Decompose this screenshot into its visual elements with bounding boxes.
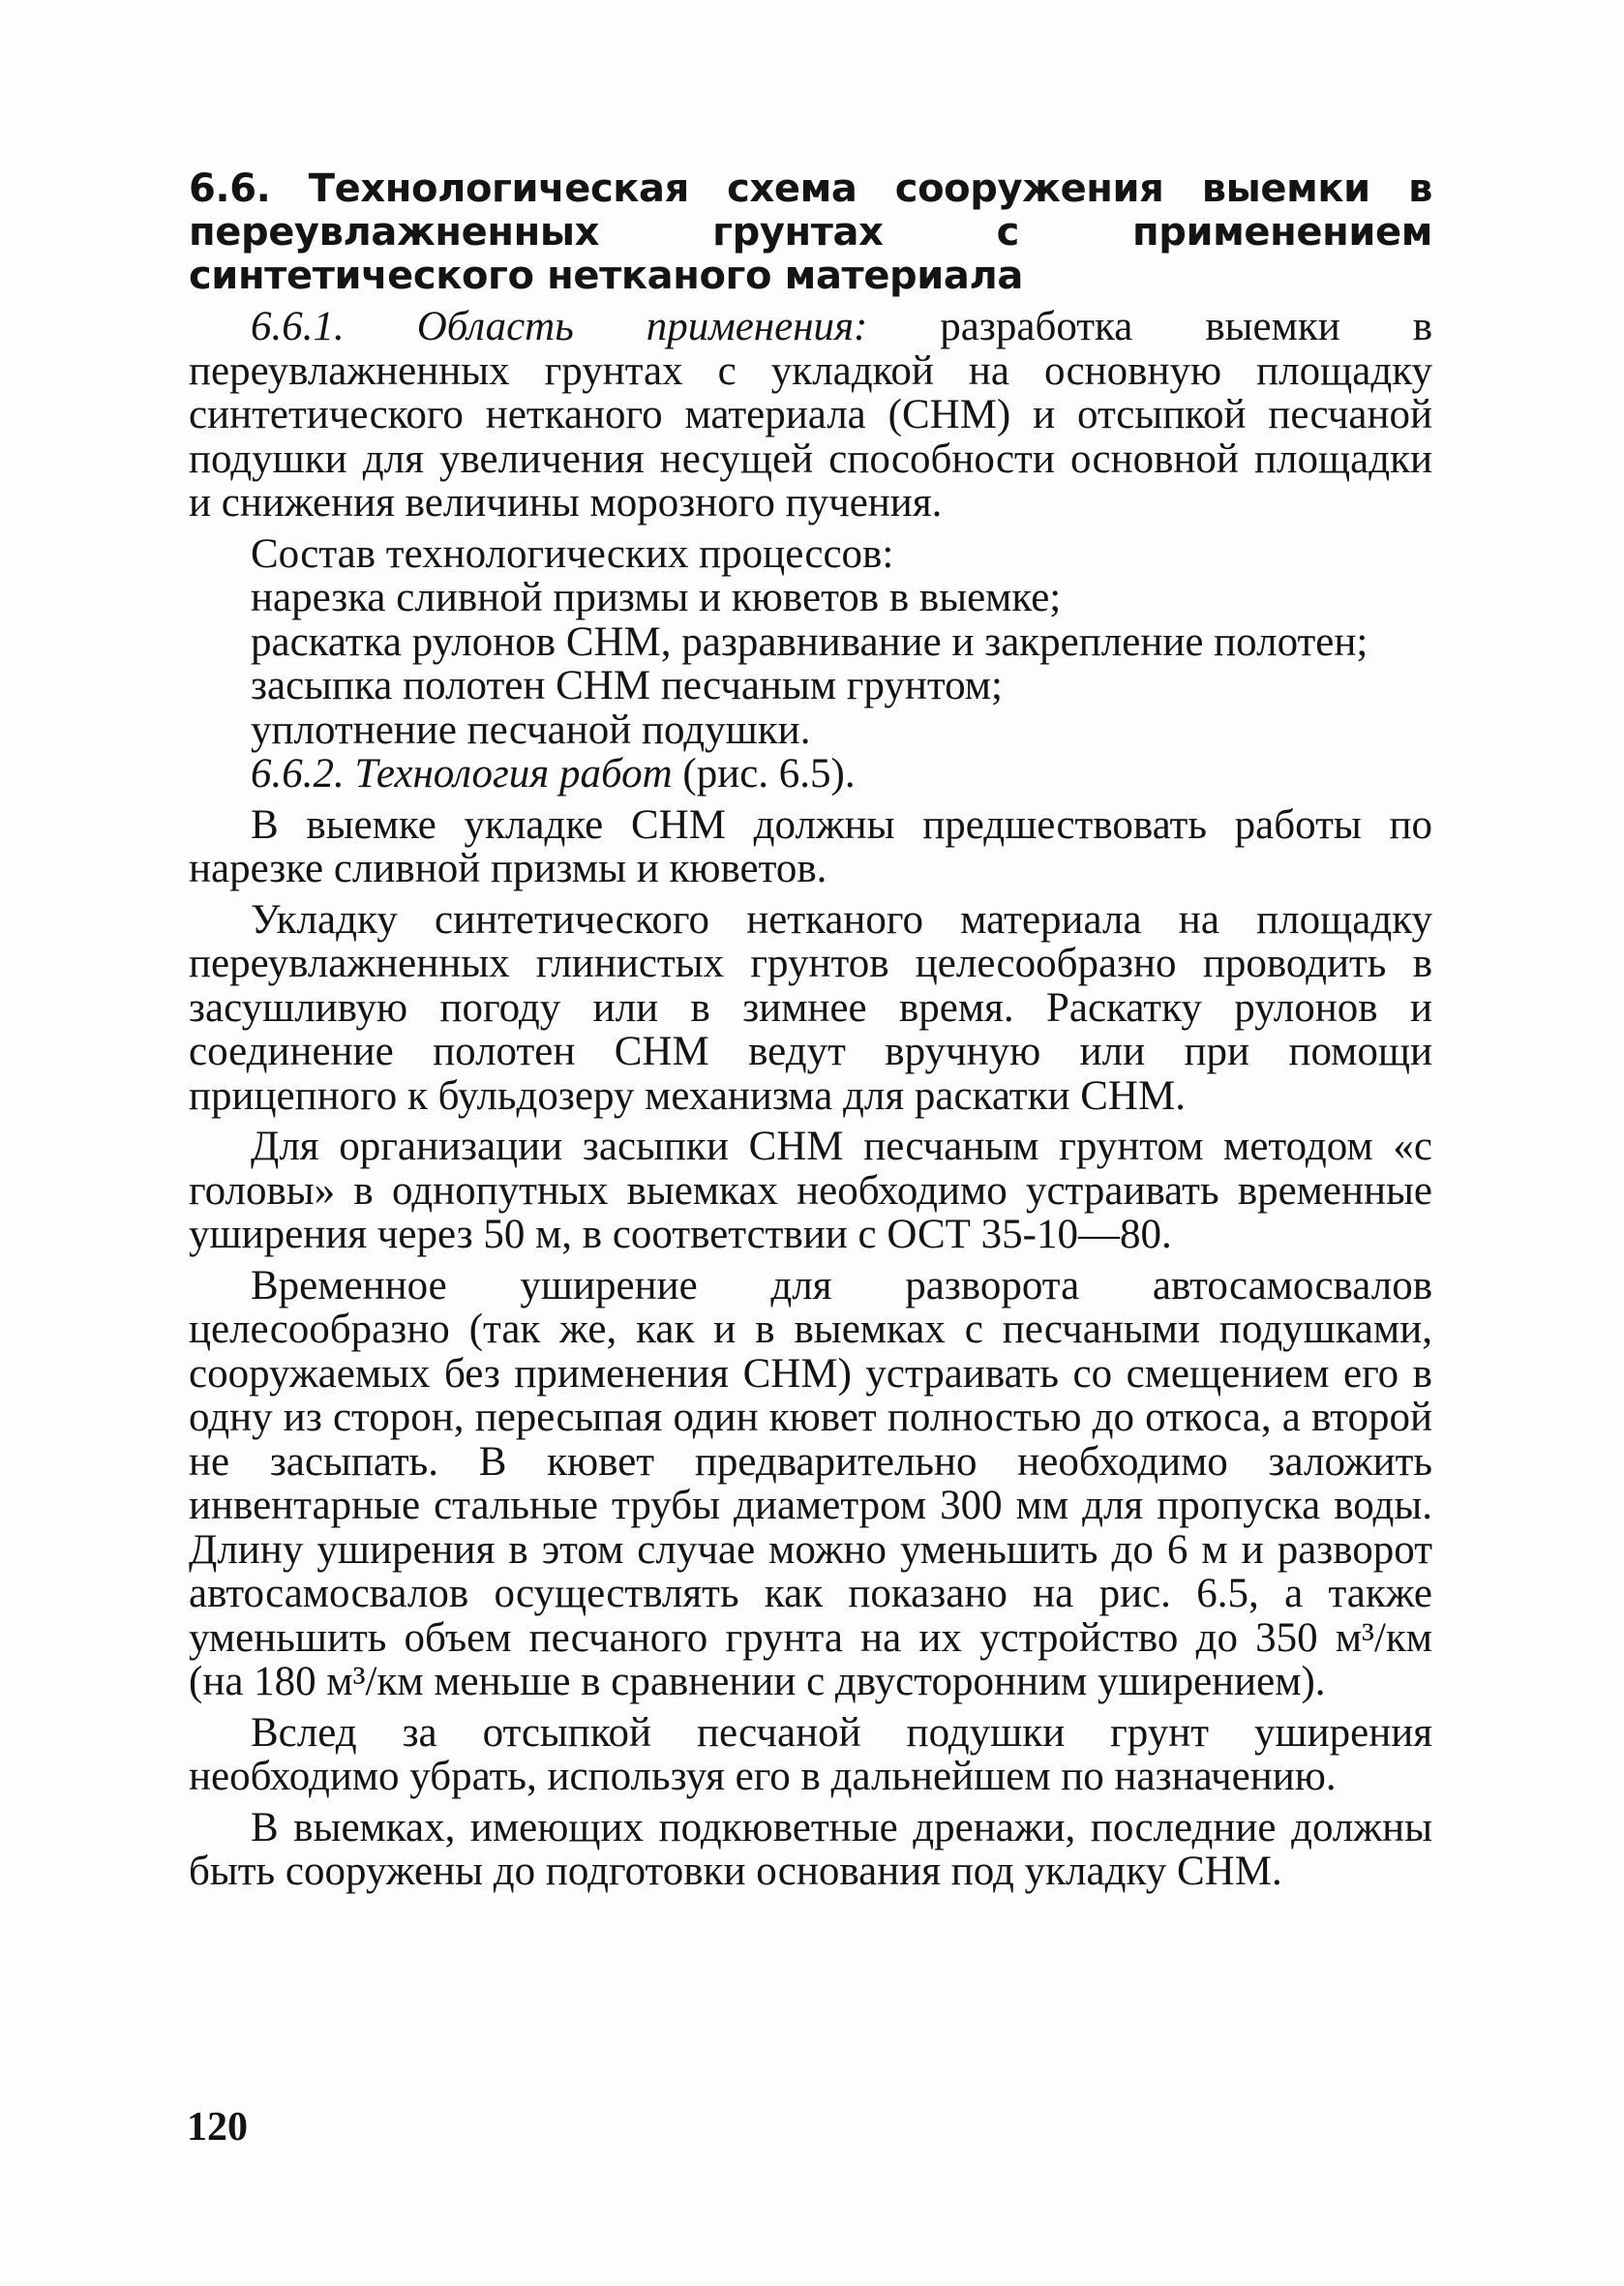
paragraph-drainage: В выемках, имеющих подкюветные дренажи, последние должны быть сооружены до подготовки основания под укладку СНМ. [189,1804,1432,1894]
process-item-compaction: уплотнение песчаной подушки. [251,707,811,753]
page-number: 120 [187,2105,248,2150]
paragraph-widening-removal: Вслед за отсыпкой песчаной подушки грунт уширения необходимо убрать, используя его в дальнейшем по назначению. [189,1709,1432,1799]
technology-text: (рис. 6.5). [672,751,856,797]
process-item-cutting: нарезка сливной призмы и кюветов в выемке; [251,575,1062,620]
paragraph-temporary-widening: Временное уширение для разворота автосамосвалов целесообразно (так же, как и в выемках с песчаными подушками, сооружаемых без применения СНМ) устраивать со смещением его в одну из сторон, пересыпая один кювет полностью до откоса, а второй не засыпать. В кювет предварительно необходимо заложить инвентарные стальные трубы диаметром 300 мм для пропуска воды. Длину уширения в этом случае можно уменьшить до 6 м и разворот автосамосвалов осуществлять как показано на рис. 6.5, а также уменьшить объем песчаного грунта на их устройство до 350 м³/км (на 180 м³/км меньше в сравнении с двусторонним уширением). [189,1262,1432,1704]
paragraph-scope [189,305,1432,526]
paragraph-technology [189,752,1432,797]
section-heading: 6.6. Технологическая схема сооружения выемки в переувлажненных грунтах с применением синтетического нетканого материала [189,166,1432,298]
process-item-rolling: раскатка рулонов СНМ, разравнивание и закрепление полотен; [251,618,1368,665]
paragraph-process-list-title: Состав технологических процессов: [251,530,894,577]
scope-label: 6.6.1. Область применения: [251,304,868,349]
paragraph-laying: Укладку синтетического нетканого материала на площадку переувлажненных глинистых грунтов целесообразно проводить в засушливую погоду или в зимнее время. Раскатку рулонов и соединение полотен СНМ ведут вручную или при помощи прицепного к бульдозеру механизма для раскатки СНМ. [189,896,1432,1119]
paragraph-preceding-works: В выемке укладке СНМ должны предшествовать работы по нарезке сливной призмы и кюветов. [189,801,1432,891]
technology-label: 6.6.2. Технология работ [251,751,673,797]
paragraph-backfill-organization: Для организации засыпки СНМ песчаным грунтом методом «с головы» в однопутных выемках необходимо устраивать временные уширения через 50 м, в соответствии с ОСТ 35-10—80. [189,1124,1432,1257]
scope-text: разработка выемки в переувлажненных грунтах с укладкой на основную площадку синтетического нетканого материала (СНМ) и отсыпкой песчаной подушки для увеличения несущей способности основной площадки и снижения величины морозного пучения. [189,304,1432,526]
process-item-backfill: засыпка полотен СНМ песчаным грунтом; [251,663,1003,708]
page-body [189,167,1432,1894]
